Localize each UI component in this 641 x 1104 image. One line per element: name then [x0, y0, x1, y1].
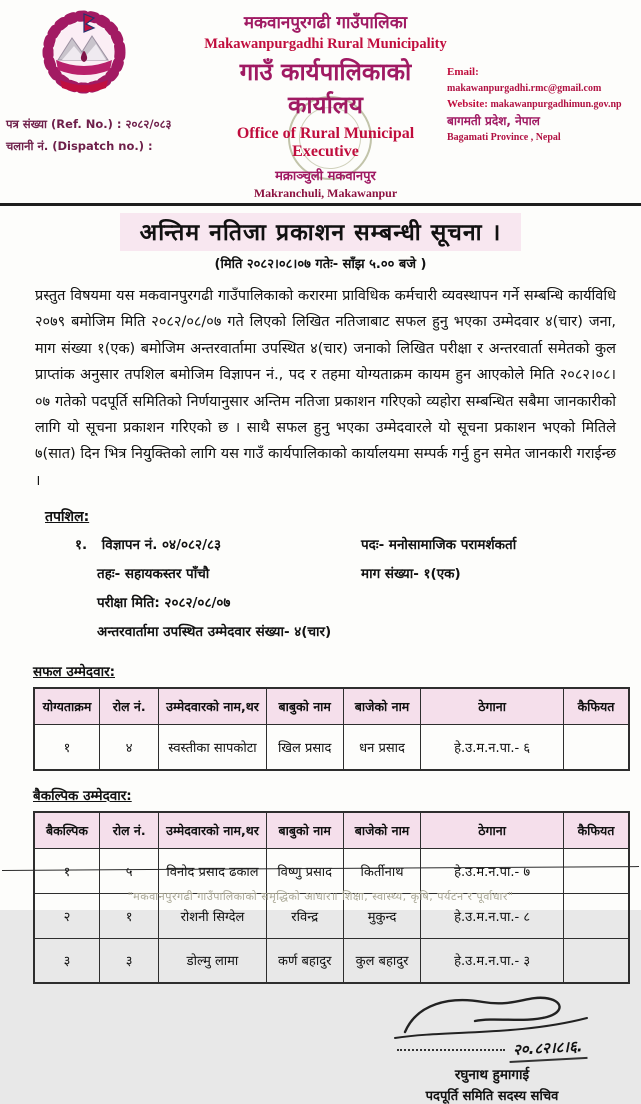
- municipality-emblem-logo: [32, 8, 136, 100]
- column-header: उम्मेदवारको नाम,थर: [159, 812, 266, 849]
- column-header: उम्मेदवारको नाम,थर: [159, 688, 266, 725]
- table-cell: [564, 938, 629, 983]
- table-row: [34, 938, 629, 983]
- table-cell: ३: [99, 938, 159, 983]
- letterhead-left: [6, 8, 204, 201]
- column-header: बाबुको नाम: [266, 688, 343, 725]
- table-cell: रोशनी सिग्देल: [159, 893, 266, 938]
- column-header: योग्यताक्रम: [34, 688, 99, 725]
- municipality-name-english: Makawanpurgadhi Rural Municipality: [204, 36, 447, 52]
- table-cell: मुकुन्द: [343, 893, 420, 938]
- exam-date-line: परीक्षा मिति: २०८२/०८/०७: [97, 595, 231, 612]
- signature-dotted-line: [397, 1049, 505, 1051]
- column-header: कैफियत: [564, 812, 629, 849]
- table-cell: कर्ण बहादुर: [266, 938, 343, 983]
- table-cell: हे.उ.म.न.पा.- ६: [421, 725, 564, 770]
- table-cell: हे.उ.म.न.पा.- ८: [421, 893, 564, 938]
- advertisement-number: विज्ञापन नं. ०४/०८२/८३: [101, 537, 222, 553]
- notice-title: अन्तिम नतिजा प्रकाशन सम्बन्धी सूचना ।: [120, 213, 522, 251]
- details-right-column: [361, 531, 611, 647]
- table-cell: विष्णु प्रसाद: [266, 848, 343, 893]
- table-cell: रविन्द्र: [266, 893, 343, 938]
- column-header: बाजेको नाम: [343, 688, 420, 725]
- column-header: बाबुको नाम: [266, 812, 343, 849]
- demand-count-line: माग संख्या- १(एक): [361, 566, 461, 583]
- table-cell: ३: [34, 938, 99, 983]
- notice-subtitle: (मिति २०८२।०८।०७ गतेः- साँझ ५.०० बजे ): [214, 257, 427, 272]
- table-cell: १: [34, 848, 99, 893]
- table-cell: किर्तीनाथ: [343, 848, 420, 893]
- post-line: पदः- मनोसामाजिक परामर्शकर्ता: [361, 537, 517, 553]
- details-section: [75, 531, 611, 647]
- signature-block: [367, 992, 617, 1104]
- page-footer: [0, 868, 641, 904]
- email-label: Email:: [447, 66, 479, 78]
- ref-value: २०८२/०८३: [125, 117, 172, 131]
- advertisement-number-line: [75, 531, 361, 560]
- table-cell: १: [99, 893, 159, 938]
- website-label: Website:: [447, 97, 488, 110]
- alternative-candidates-heading: बैकल्पिक उम्मेदवार:: [33, 787, 132, 804]
- ref-number-line: [6, 114, 204, 136]
- details-heading: तपशिल:: [45, 509, 90, 525]
- table-cell: धन प्रसाद: [343, 725, 420, 770]
- successful-candidates-table: [33, 687, 630, 771]
- interview-count-line: अन्तरवार्तामा उपस्थित उम्मेदवार संख्या- ४(चार): [97, 624, 332, 641]
- details-left-column: [75, 531, 361, 647]
- column-header: कैफियत: [564, 688, 629, 725]
- column-header: रोल नं.: [99, 688, 159, 725]
- column-header: रोल नं.: [99, 812, 159, 849]
- dispatch-number-line: [6, 136, 204, 158]
- header-divider: [0, 203, 641, 206]
- letterhead-center: [204, 8, 447, 201]
- successful-table-header-row: [34, 688, 629, 725]
- table-cell: खिल प्रसाद: [266, 725, 343, 770]
- column-header: ठेगाना: [421, 812, 564, 849]
- table-cell: हे.उ.म.न.पा.- ७: [421, 848, 564, 893]
- municipality-name-nepali: मकवानपुरगढी गाउँपालिका: [243, 13, 408, 33]
- table-cell: १: [34, 725, 99, 770]
- table-cell: ४: [99, 725, 159, 770]
- table-row: [34, 725, 629, 770]
- level-line: तहः- सहायकस्तर पाँचौ: [97, 566, 210, 583]
- address-english: Makranchuli, Makawanpur: [253, 186, 398, 200]
- alternative-table-header-row: [34, 812, 629, 849]
- notice-body: प्रस्तुत विषयमा यस मकवानपुरगढी गाउँपालिकाको करारमा प्राविधिक कर्मचारी व्यवस्थापन गर्ने सम्बन्धि कार्यविधि २०७९ बमोजिम मिति २०८२/०८/०७ गते लिएको लिखित नतिजाबाट सफल हुनु भएका उम्मेदवार ४(चार) जना, माग संख्या १(एक) बमोजिम अन्तरवार्तामा उपस्थित ४(चार) जनाको लिखित परीक्षा र अन्तरवार्ता समेतको कुल प्राप्तांक अनुसार तपशिल बमोजिम विज्ञापन नं., पद र तहमा योग्यताक्रम कायम हुन आएकोले मिति २०८२।०८।०७ गतेको पदपूर्ति समितिको निर्णयानुसार अन्तिम नतिजा प्रकाशन गरिएको व्यहोरा सम्बन्धित सबैमा जानकारीको लागि यो सूचना प्रकाशन गरिएको छ । साथै सफल हुनु भएका उम्मेदवारले यो सूचना प्रकाशन भएको मितिले ७(सात) दिन भित्र नियुक्तिको लागि यस गाउँ कार्यपालिकाको कार्यालयमा सम्पर्क गर्नु हुन समेत जानकारी गराईन्छ ।: [35, 288, 616, 489]
- province-english: Bagamati Province , Nepal: [447, 132, 561, 143]
- signatory-name: रघुनाथ हुमागाई: [454, 1067, 530, 1084]
- office-name-english: Office of Rural Municipal Executive: [236, 125, 415, 160]
- emblem-icon: [32, 8, 136, 96]
- letterhead-contact: [447, 8, 637, 201]
- notice-title-row: [0, 213, 641, 251]
- address-nepali: मक्राञ्चुली मकवानपुर: [275, 169, 376, 184]
- signatory-title: पदपूर्ति समिति सदस्य सचिव: [425, 1089, 559, 1104]
- dispatch-label: चलानी नं. (Dispatch no.) :: [6, 138, 153, 153]
- letterhead: [0, 0, 641, 201]
- successful-table-body: [34, 725, 629, 770]
- table-cell: कुल बहादुर: [343, 938, 420, 983]
- column-header: बाजेको नाम: [343, 812, 420, 849]
- office-name-nepali: गाउँ कार्यपालिकाको कार्यालय: [239, 58, 412, 119]
- website-value: makawanpurgadhimun.gov.np: [490, 98, 622, 110]
- table-cell: हे.उ.म.न.पा.- ३: [421, 938, 564, 983]
- reference-block: [6, 114, 204, 158]
- table-cell: डोल्मु लामा: [159, 938, 266, 983]
- table-cell: [564, 725, 629, 770]
- successful-candidates-heading: सफल उम्मेदवार:: [33, 664, 115, 681]
- footer-slogan: "मकवानपुरगढी गाउँपालिकाको समृद्धिको आधार॥ शिक्षा, स्वास्थ्य, कृषि, पर्यटन र पूर्वाधार": [127, 890, 514, 903]
- column-header: ठेगाना: [421, 688, 564, 725]
- website-line: [447, 96, 637, 113]
- ref-label: पत्र संख्या (Ref. No.) :: [6, 117, 122, 131]
- email-value: makawanpurgadhi.rmc@gmail.com: [447, 82, 602, 94]
- item-number: १.: [75, 537, 88, 553]
- column-header: बैकल्पिक: [34, 812, 99, 849]
- handwritten-date: २०.८२।८।६.: [509, 1036, 588, 1063]
- table-cell: विनोद प्रसाद ढकाल: [159, 848, 266, 893]
- table-cell: २: [34, 893, 99, 938]
- table-cell: ५: [99, 848, 159, 893]
- province-nepali: बागमती प्रदेश, नेपाल: [447, 114, 540, 128]
- table-cell: स्वस्तीका सापकोटा: [159, 725, 266, 770]
